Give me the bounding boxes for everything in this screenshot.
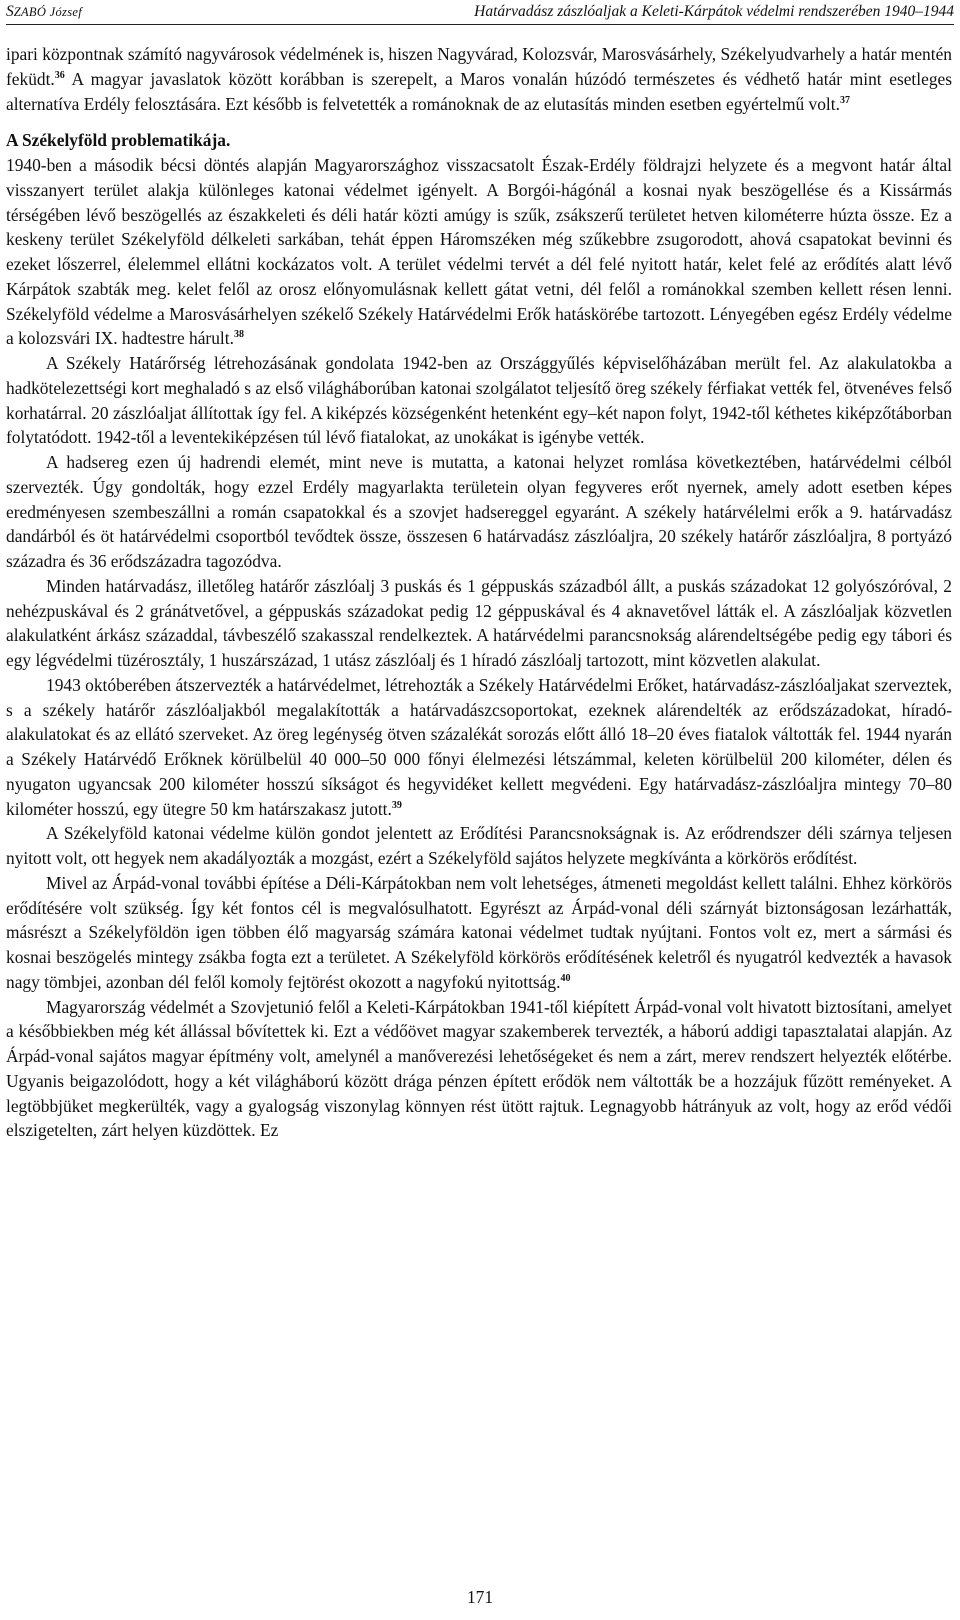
section-heading: A Székelyföld problematikája. xyxy=(6,130,231,151)
paragraph: 1940-ben a második bécsi döntés alapján Magyarországhoz visszacsatolt Észak-Erdély földrajzi helyzete és a megvont határ által visszanyert terület alakja különleges katonai védelmet igényelt. A Borgói-hágónál a kosnai nyak beszögellése és a Kissármás térségében lévő beszögellés az északkeleti és déli határ közti amúgy is szűk, zsákszerű területet hetven kilométerre húzta össze. Ez a keskeny terület Székelyföld délkeleti sarkában, tehát éppen Háromszéken még szűkebbre zsugorodott, ahová csapatokat bevinni és ezeket lőszerrel, élelemmel ellátni kockázatos volt. A terület védelmi tervét a dél felé nyitott határ, kelet felé az erődítés alatt lévő Kárpátok szabták meg. kelet felől az orosz előnyomulásnak kellett gátat vetni, dél felől a románokkal szemben kellett résen lenni. Székelyföld védelme a Marosvásárhelyen székelő Székely Határvédelmi Erők hatáskörébe tartozott. Lényegében egész Erdély védelme a kolozsvári IX. hadtestre hárult.$^{38}$ xyxy=(6,155,952,349)
body-text xyxy=(6,42,952,1143)
paragraph: 1943 októberében átszervezték a határvédelmet, létrehozták a Székely Határvédelmi Erőket, határvadász-zászlóaljakat szerveztek, s a székely határőr zászlóaljakból megalakították a határvadászcsoportokat, ezeknek alárendelték az erődszázadokat, híradó-alakulatokat és az ellátó szerveket. Az öreg legénység ötven százalékát sorozás előtt álló 18–20 éves fiatalok váltották fel. 1944 nyarán a Székely Határvédő Erőknek körülbelül 40 000–50 000 főnyi élelmezési létszámmal, keleten körülbelül 200 kilométer, délen és nyugaton ugyancsak 200 kilométer hosszú síkságot és hegyvidéket kellett megvédeni. Egy határvadász-zászlóaljra mintegy 70–80 kilométer hosszú, egy ütegre 50 km határszakasz jutott.$^{39}$ xyxy=(6,674,952,819)
paragraph: Magyarország védelmét a Szovjetunió felől a Keleti-Kárpátokban 1941-től kiépített Árpád-vonal volt hivatott biztosítani, amelyet a későbbiekben még két állással bővítettek ki. Ezt a védőövet magyar szakemberek tervezték, a háború addigi tapasztalatai alapján. Az Árpád-vonal sajátos magyar építmény volt, amelynél a manőverezési lehetőségeket és nem a zárt, merev rendszert helyezték előtérbe. Ugyanis beigazolódott, hogy a két világháború között drága pénzen épített erődök nem váltották be a hozzájuk fűzött reményeket. A legtöbbjüket megkerülték, vagy a gyalogság viszonylag könnyen rést ütött rajtuk. Legnagyobb hátrányuk az volt, hogy az erőd védői elszigetelten, zárt helyen küzdöttek. Ez xyxy=(6,996,952,1141)
paragraph: A Székely Határőrség létrehozásának gondolata 1942-ben az Országgyűlés képviselőházában merült fel. Az alakulatokba a hadkötelezettségi kort meghaladó s az első világháborúban katonai szolgálatot teljesítő öreg székely férfiakat vették fel, ötvenéves felső korhatárral. 20 zászlóaljat állítottak így fel. A kiképzés községenként hetenként egy–két napon folyt, 1942-től kéthetes kiképzőtáborban folytatódott. 1942-től a leventekiképzésen túl lévő fiatalokat, az unokákat is igénybe vették. xyxy=(6,353,952,448)
book-title: Határvadász zászlóaljak a Keleti-Kárpátok védelmi rendszerében 1940–1944 xyxy=(474,3,954,20)
paragraph: Minden határvadász, illetőleg határőr zászlóalj 3 puskás és 1 géppuskás századból állt, a puskás századokat 12 golyószóróval, 2 nehézpuskával és 2 gránátvetővel, a géppuskás századokat pedig 12 géppuskával és 4 aknavetővel látták el. A zászlóaljak közvetlen alakulatként árkász századdal, távbeszélő szakasszal rendelkeztek. A határvédelmi parancsnokság alárendeltségébe pedig egy tábori és egy légvédelmi tüzérosztály, 1 huszárszázad, 1 utász zászlóalj és 1 híradó zászlóalj tartozott, mint közvetlen alakulat. xyxy=(6,575,952,670)
paragraph: ipari központnak számító nagyvárosok védelmének is, hiszen Nagyvárad, Kolozsvár, Marosvásárhely, Székelyudvarhely a határ mentén feküdt.$^{36}$ A magyar javaslatok között korábban is szerepelt, a Maros vonalán húzódó természetes és védhető határ mint esetleges alternatíva Erdély felosztására. Ezt később is felvetették a románoknak de az elutasítás minden esetben egyértelmű volt.$^{37}$ xyxy=(6,44,952,114)
paragraph: A Székelyföld katonai védelme külön gondot jelentett az Erődítési Parancsnokságnak is. Az erődrendszer déli szárnya teljesen nyitott volt, ott hegyek nem akadályozták a mozgást, ezért a Székelyföld sajátos helyzete megkívánta a körkörös erődítést. xyxy=(6,823,952,868)
author-name: SZABÓ József xyxy=(6,3,82,20)
paragraph: Mivel az Árpád-vonal további építése a Déli-Kárpátokban nem volt lehetséges, átmeneti megoldást kellett találni. Ehhez körkörös erődítésére volt szükség. Így két fontos cél is megvalósulhatott. Egyrészt az Árpád-vonal déli szárnyát biztonságosan lezárhatták, másrészt a Székelyföldön igen többen élő magyarság számára katonai védelmet tudtak nyújtani. Fontos volt ez, mert a sármási és kosnai beszögelés mintegy zsákba fogta ezt a területet. A Székelyföld körkörös erődítésének keletről és nyugatról kedvezték a havasok nagy tömbjei, azonban dél felől komoly fejtörést okozott a nagyfokú nyitottság.$^{40}$ xyxy=(6,872,952,992)
footnote-marker: 37 xyxy=(839,94,850,106)
page-number: 171 xyxy=(466,1587,494,1607)
running-header xyxy=(6,2,954,25)
footnote-marker: 36 xyxy=(54,69,65,81)
footnote-marker: 40 xyxy=(560,972,571,984)
footnote-marker: 39 xyxy=(391,799,402,811)
paragraph: A hadsereg ezen új hadrendi elemét, mint neve is mutatta, a katonai helyzet romlása következtében, határvédelmi célból szervezték. Úgy gondolták, hogy ezzel Erdély magyarlakta területein olyan fegyveres erőt nyernek, amely adott esetben képes eredményesen szembeszállni a román csapatokkal és a szovjet hadsereggel egyaránt. A székely határvélelmi erők a 9. határvadász dandárból és öt határvédelmi csoportból tevődtek össze, összesen 6 határvadász zászlóaljra, 20 székely határőr zászlóaljra, 8 portyázó századra és 36 erődszázadra tagozódva. xyxy=(6,452,952,571)
footnote-marker: 38 xyxy=(233,329,244,341)
